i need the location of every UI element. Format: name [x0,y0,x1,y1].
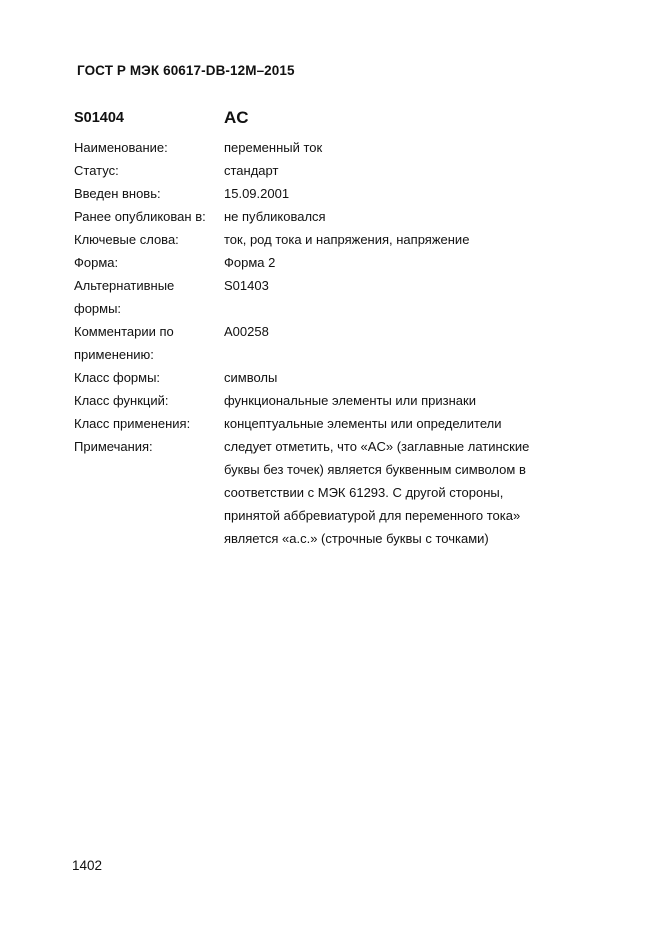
field-row-form [74,251,574,274]
field-value [224,136,574,159]
standard-header: ГОСТ Р МЭК 60617-DB-12M–2015 [77,63,295,78]
field-row-previously-published [74,205,574,228]
field-value [224,251,574,274]
field-value [224,182,574,205]
field-row-application-class [74,412,574,435]
field-label: Ранее опубликован в: [74,209,206,224]
symbol-id: S01404 [74,110,124,126]
field-row-alternative-forms [74,274,574,320]
field-label-line: применению: [74,347,154,362]
field-row-function-class [74,389,574,412]
field-row-name [74,136,574,159]
field-label-line: Комментарии по [74,324,174,339]
field-value [224,366,574,389]
field-value-line: не публиковался [224,209,326,224]
field-value-line: соответствии с МЭК 61293. С другой стороны, [224,485,504,500]
field-value-line: ток, род тока и напряжения, напряжение [224,232,470,247]
field-value [224,435,574,550]
field-value-line: стандарт [224,163,279,178]
field-value [224,412,574,435]
page-number: 1402 [72,858,103,873]
field-value-line: Форма 2 [224,255,276,270]
field-row-introduced [74,182,574,205]
field-label [74,320,224,366]
field-row-notes [74,435,574,550]
field-value [224,228,574,251]
field-value [224,205,574,228]
field-value [224,274,574,297]
field-value [224,320,574,343]
field-value-line: переменный ток [224,140,323,155]
field-row-application-comments [74,320,574,366]
field-value [224,159,574,182]
field-value-line: 15.09.2001 [224,186,290,201]
field-value-line: является «a.c.» (строчные буквы с точками) [224,531,489,546]
field-label: Класс формы: [74,370,161,385]
field-value-line: функциональные элементы или признаки [224,393,476,408]
field-label: Введен вновь: [74,186,161,201]
field-row-form-class [74,366,574,389]
field-label-line: Альтернативные [74,278,175,293]
symbol-attributes-table [74,136,574,550]
field-label [74,274,224,320]
field-label: Примечания: [74,439,153,454]
field-row-status [74,159,574,182]
field-row-keywords [74,228,574,251]
field-value-line: принятой аббревиатурой для переменного тока» [224,508,521,523]
field-value [224,389,574,412]
field-value-line: A00258 [224,324,269,339]
field-label-line: формы: [74,301,122,316]
symbol-name: AC [224,108,249,127]
field-value-line: символы [224,370,278,385]
field-value-line: буквы без точек) является буквенным символом в [224,462,526,477]
field-label: Наименование: [74,140,168,155]
field-label: Статус: [74,163,119,178]
field-label: Класс функций: [74,393,169,408]
field-label: Класс применения: [74,416,191,431]
field-label: Ключевые слова: [74,232,179,247]
field-value-line: следует отметить, что «AC» (заглавные латинские [224,439,530,454]
field-label: Форма: [74,255,119,270]
field-value-line: S01403 [224,278,269,293]
field-value-line: концептуальные элементы или определители [224,416,502,431]
